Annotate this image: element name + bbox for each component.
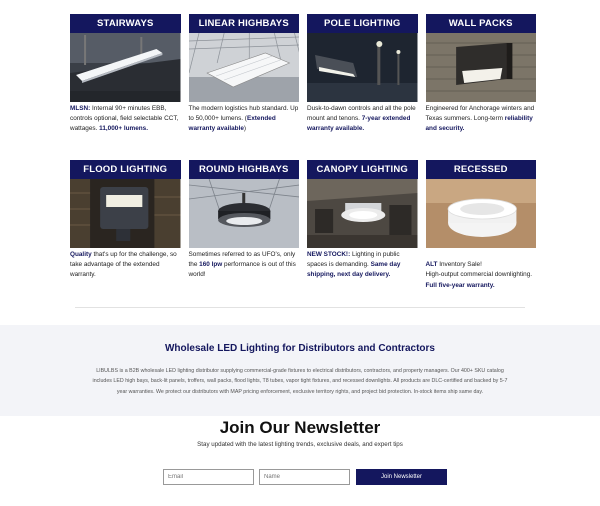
product-description [70, 104, 181, 135]
product-description-text: ) [243, 125, 247, 133]
name-field[interactable] [259, 469, 350, 485]
newsletter-title: Join Our Newsletter [219, 418, 381, 437]
product-card-flood-lighting[interactable] [70, 160, 181, 291]
email-field[interactable] [163, 469, 254, 485]
product-card-recessed[interactable] [426, 160, 537, 291]
product-card-wall-packs[interactable] [426, 14, 537, 135]
product-title[interactable]: ROUND HIGHBAYS [189, 160, 300, 179]
product-card-linear-highbays[interactable] [189, 14, 300, 135]
stairway-fixture-image[interactable] [70, 33, 181, 102]
product-description-text: Internal 90+ minutes EBB, controls optional, field selectable CCT, wattages. [70, 105, 179, 133]
product-title[interactable]: CANOPY LIGHTING [307, 160, 418, 179]
product-title[interactable]: POLE LIGHTING [307, 14, 418, 33]
product-description-text: Lighting in public spaces is demanding. [307, 251, 400, 269]
product-description-text: Inventory Sale! High-output commercial downlighting. [425, 261, 533, 279]
product-description-highlight: Same day shipping, next day delivery. [307, 261, 401, 279]
product-title[interactable]: FLOOD LIGHTING [70, 160, 181, 179]
product-description-text: that's up for the challenge, so take advantage of the extended warranty. [70, 251, 177, 279]
linear-highbay-image[interactable] [189, 33, 300, 102]
product-description-highlight: 7-year extended warranty available. [307, 115, 411, 133]
product-description-highlight: NEW STOCK!: [307, 251, 351, 258]
product-description [426, 250, 537, 291]
product-description-highlight: MLSN: [70, 105, 91, 112]
product-description-highlight: 11,000+ lumens. [99, 125, 148, 133]
round-highbay-image[interactable] [189, 179, 300, 248]
product-card-canopy-lighting[interactable] [307, 160, 418, 291]
about-body: LIBULBS is a B2B wholesale LED lighting distributor supplying commercial-grade fixtures to electrical distributors, contractors, and property managers. Our 400+ SKU catalog includes LED high bays, back-lit panels, troffers, wall packs, flood lights, T8 tubes, vapor tight fixtures, and recessed downlights. All products are DLC-certified and backed by 5-7 year warranties. We protect our distributors with MAP pricing enforcement, exclusive territory rights, and project bid protection. In-stock items ship same day. [92, 368, 508, 395]
product-title[interactable]: STAIRWAYS [70, 14, 181, 33]
section-divider [75, 307, 525, 308]
product-description-highlight: Quality [70, 251, 92, 258]
product-row [70, 160, 536, 291]
newsletter-subtitle: Stay updated with the latest lighting trends, exclusive deals, and expert tips [197, 441, 403, 448]
product-title[interactable]: RECESSED [426, 160, 537, 179]
product-card-stairways[interactable] [70, 14, 181, 135]
product-description-text: performance is out of this world! [188, 261, 296, 279]
about-section [0, 325, 600, 416]
wall-pack-image[interactable] [426, 33, 537, 102]
product-card-round-highbays[interactable] [189, 160, 300, 291]
product-description [307, 250, 418, 281]
product-card-pole-lighting[interactable] [307, 14, 418, 135]
flood-light-image[interactable] [70, 179, 181, 248]
product-description-text: Dusk-to-dawn controls and all the pole mount and tenons. [307, 105, 416, 123]
recessed-downlight-image[interactable] [426, 179, 537, 248]
product-title[interactable]: LINEAR HIGHBAYS [189, 14, 300, 33]
product-description-text: The modern logistics hub standard. Up to 50,000+ lumens. ( [188, 105, 299, 123]
product-description-highlight: reliability and security. [425, 115, 533, 133]
product-description-text: Engineered for Anchorage winters and Texas summers. Long-term [425, 105, 535, 123]
join-newsletter-button[interactable]: Join Newsletter [356, 469, 447, 485]
product-title[interactable]: WALL PACKS [426, 14, 537, 33]
pole-light-image[interactable] [307, 33, 418, 102]
product-description [307, 104, 418, 135]
product-description [189, 250, 300, 281]
product-description-text: Sometimes referred to as UFO's, only the [188, 251, 296, 269]
canopy-light-image[interactable] [307, 179, 418, 248]
product-description [70, 250, 181, 281]
product-description [189, 104, 300, 135]
product-description-highlight: ALT [425, 261, 438, 269]
product-row [70, 14, 536, 135]
product-description-highlight: Full five-year warranty. [425, 281, 495, 289]
product-description-highlight: 160 lpw [199, 261, 223, 269]
product-description-highlight: Extended warranty available [188, 115, 276, 133]
product-description [426, 104, 537, 135]
about-title: Wholesale LED Lighting for Distributors and Contractors [164, 343, 435, 354]
